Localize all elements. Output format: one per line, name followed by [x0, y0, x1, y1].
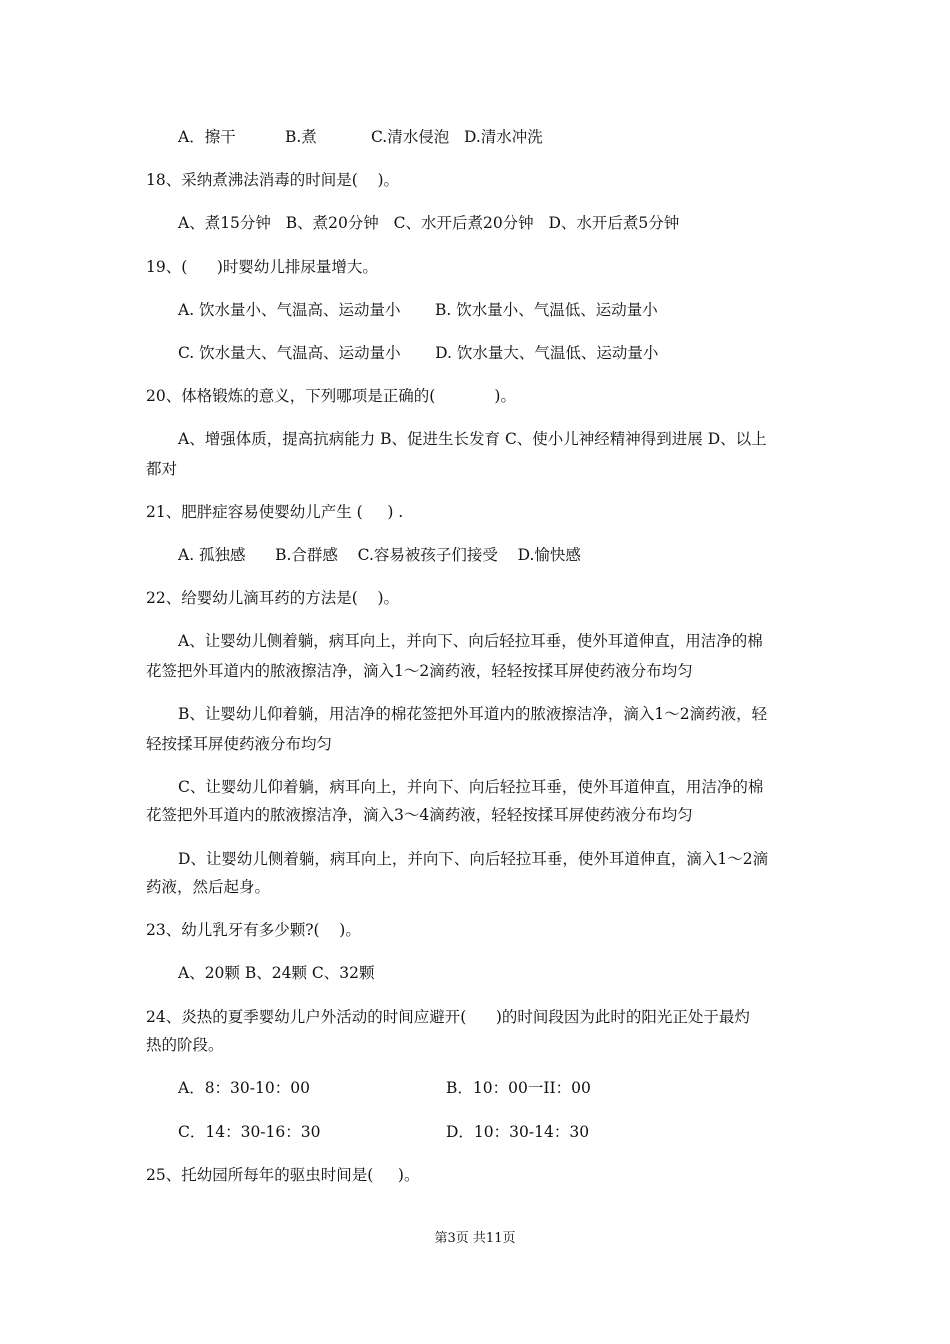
- q22-option-d-line2: 药液，然后起身。: [146, 878, 271, 896]
- q19-options-ab: A. 饮水量小、气温高、运动量小 B. 饮水量小、气温低、运动量小: [178, 301, 658, 319]
- question-19: 19、( )时婴幼儿排尿量增大。: [146, 258, 378, 276]
- q24-option-a: A．8：30-10：00: [178, 1079, 310, 1097]
- q17-options: A．擦干 B.煮 C.清水侵泡 D.清水冲洗: [178, 128, 543, 146]
- question-24-line1: 24、炎热的夏季婴幼儿户外活动的时间应避开( )的时间段因为此时的阳光正处于最灼: [146, 1008, 750, 1026]
- q22-option-a-line2: 花签把外耳道内的脓液擦洁净，滴入1～2滴药液，轻轻按揉耳屏使药液分布均匀: [146, 662, 693, 680]
- page-footer: 第3页 共11页: [434, 1231, 516, 1246]
- question-25: 25、托幼园所每年的驱虫时间是( )。: [146, 1166, 420, 1184]
- q22-option-c-line2: 花签把外耳道内的脓液擦洁净，滴入3～4滴药液，轻轻按揉耳屏使药液分布均匀: [146, 806, 693, 824]
- question-21: 21、肥胖症容易使婴幼儿产生 ( ) .: [146, 503, 404, 521]
- q22-option-b-line1: B、让婴幼儿仰着躺，用洁净的棉花签把外耳道内的脓液擦洁净，滴入1～2滴药液，轻: [178, 705, 768, 723]
- question-24-line2: 热的阶段。: [146, 1036, 224, 1054]
- q18-options: A、煮15分钟 B、煮20分钟 C、水开后煮20分钟 D、水开后煮5分钟: [178, 214, 680, 232]
- q24-option-b: B．10：00一II：00: [446, 1079, 591, 1097]
- question-20: 20、体格锻炼的意义，下列哪项是正确的( )。: [146, 387, 516, 405]
- q22-option-a-line1: A、让婴幼儿侧着躺，病耳向上，并向下、向后轻拉耳垂，使外耳道伸直，用洁净的棉: [178, 632, 763, 650]
- q22-option-b-line2: 轻按揉耳屏使药液分布均匀: [146, 735, 333, 753]
- question-18: 18、采纳煮沸法消毒的时间是( )。: [146, 171, 400, 189]
- q19-options-cd: C. 饮水量大、气温高、运动量小 D. 饮水量大、气温低、运动量小: [178, 344, 659, 362]
- q24-option-c: C．14：30-16：30: [178, 1123, 321, 1141]
- q20-options-line2: 都对: [146, 460, 178, 478]
- q24-option-d: D．10：30-14：30: [446, 1123, 590, 1141]
- question-22: 22、给婴幼儿滴耳药的方法是( )。: [146, 589, 400, 607]
- q20-options-line1: A、增强体质，提高抗病能力 B、促进生长发育 C、使小儿神经精神得到进展 D、以上: [178, 430, 767, 448]
- question-23: 23、幼儿乳牙有多少颗?( )。: [146, 921, 361, 939]
- q21-options: A. 孤独感 B.合群感 C.容易被孩子们接受 D.愉快感: [178, 546, 581, 564]
- q23-options: A、20颗 B、24颗 C、32颗: [178, 964, 375, 982]
- q22-option-d-line1: D、让婴幼儿侧着躺，病耳向上，并向下、向后轻拉耳垂，使外耳道伸直，滴入1～2滴: [178, 850, 769, 868]
- q22-option-c-line1: C、让婴幼儿仰着躺，病耳向上，并向下、向后轻拉耳垂，使外耳道伸直，用洁净的棉: [178, 778, 764, 796]
